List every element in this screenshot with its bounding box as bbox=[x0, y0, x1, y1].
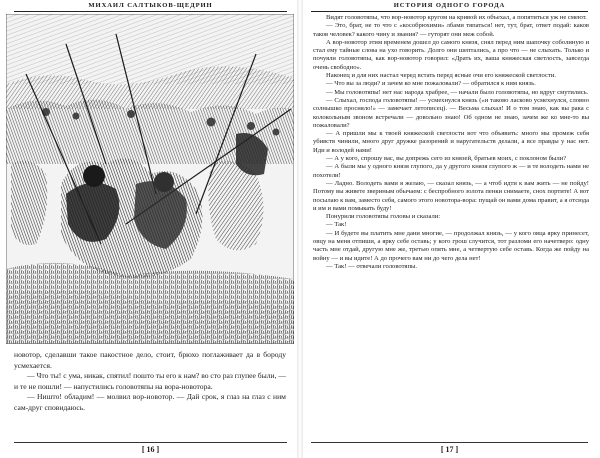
paragraph: Понурили головотяпы головы и сказали: bbox=[326, 213, 441, 221]
engraving-illustration bbox=[6, 14, 294, 344]
paragraph: — И будете вы платить мне дани многие, — продолжал князь, — у кого овца ярку принесет, овцу на меня отпиши, а ярку себе оставь; у кого грош случится, тот разломи его начетверо: одну часть мне отдай, другую мне же, третью опять мне, а четвертую себе оставь. Когда же пойду на войну — и вы идите! А до прочего вам ни до чего дела нет! bbox=[313, 229, 589, 262]
paragraph: Видят головотяпы, что вор-новотор кругом на кривой их объехал, а попятиться уж не смеют. bbox=[326, 14, 587, 21]
right-page bbox=[303, 0, 600, 458]
paragraph: — Ладно. Володеть вами я желаю, — сказал князь, — а чтоб идти к вам жить — не пойду! Потому вы живете звериным обычаем: с беспробного золота пенки снимаете, снох портите! А вот посылаю к вам, заместо себя, самого этого новотора-вора: пущай он вами дома правит, а я отсюда и им и вами помыкать буду! bbox=[313, 179, 590, 212]
paragraph: — А были мы у одного князя глупого, да у другого князя глупого ж — и те володеть нами не похотели! bbox=[313, 163, 589, 179]
paragraph: Наконец и для них настал черед встать перед ясные очи его княжеской светлости. bbox=[326, 72, 556, 80]
page-number-right: [ 17 ] bbox=[311, 442, 588, 454]
right-page-text bbox=[313, 14, 589, 271]
paragraph: — Это, брат, не то что с «кособрюхими» лбами тяпаться! нет, тут, брат, ответ подай: каков таков человек? какого чину и звания? — гуторят они меж собой. bbox=[313, 22, 589, 38]
paragraph: — Ништо! обладим! — молвил вор-новотор. — Дай срок, я глаз на глаз с ним сам-друг сповидаюсь. bbox=[14, 392, 286, 412]
paragraph: — А пришли мы к твоей княжеской светлости вот что объявить: много мы промеж себя убивств чинили, много друг дружке разорений и наругательств делали, а все правды у нас нет. Иди и володей нами! bbox=[313, 130, 589, 154]
left-page bbox=[0, 0, 297, 458]
paragraph: — Слыхал, господа головотяпы! — усмехнулся князь («и таково ласково усмехнулся, словно солнышко просияло!» — замечает летописец). — Весьма слыхал! И о том знаю, как вы рака с колокольным звоном встречали — довольно знаю! Об одном не знаю, зачем же ко мне-то вы пожаловали? bbox=[313, 96, 589, 129]
paragraph: новотор, сделавши такое пакостное дело, стоит, брюхо поглаживает да в бороду усмехается. bbox=[14, 350, 286, 370]
left-page-text bbox=[14, 350, 286, 413]
paragraph: — Что вы за люди? и зачем ко мне пожаловали? — обратился к ним князь. bbox=[326, 80, 536, 88]
paragraph: — Мы головотяпы! нет нас народа храбрее, — начали было головотяпы, но вдруг смутились. bbox=[326, 88, 589, 96]
page-number-left: [ 16 ] bbox=[14, 442, 287, 454]
paragraph: — Так! bbox=[326, 221, 347, 229]
paragraph: — А у кого, спрошу вас, вы допрежь сего из князей, братьев моих, с поклоном были? bbox=[326, 155, 567, 163]
paragraph: — Так! — отвечали головотяпы. bbox=[326, 262, 418, 270]
paragraph: А вор-новотор этим временем дошел до самого князя, снял перед ним шапочку соболиную и стал ему тайные слова на ухо говорить. Долго они шептались, а про что — не слыхать. Только и почуяли головотяпы, как вор-новотор говорил: «Драть их, ваша княжеская светлость, завсегда очень свободно». bbox=[313, 38, 589, 71]
paragraph: — Что ты! с ума, никак, спятил! пошто ты его к нам? во сто раз глупее были, — и те не пошли! — напустились головотяпы на вора-новотора. bbox=[14, 371, 286, 391]
running-head-author: МИХАИЛ САЛТЫКОВ-ЩЕДРИН bbox=[14, 2, 287, 12]
running-head-title: ИСТОРИЯ ОДНОГО ГОРОДА bbox=[311, 2, 588, 12]
